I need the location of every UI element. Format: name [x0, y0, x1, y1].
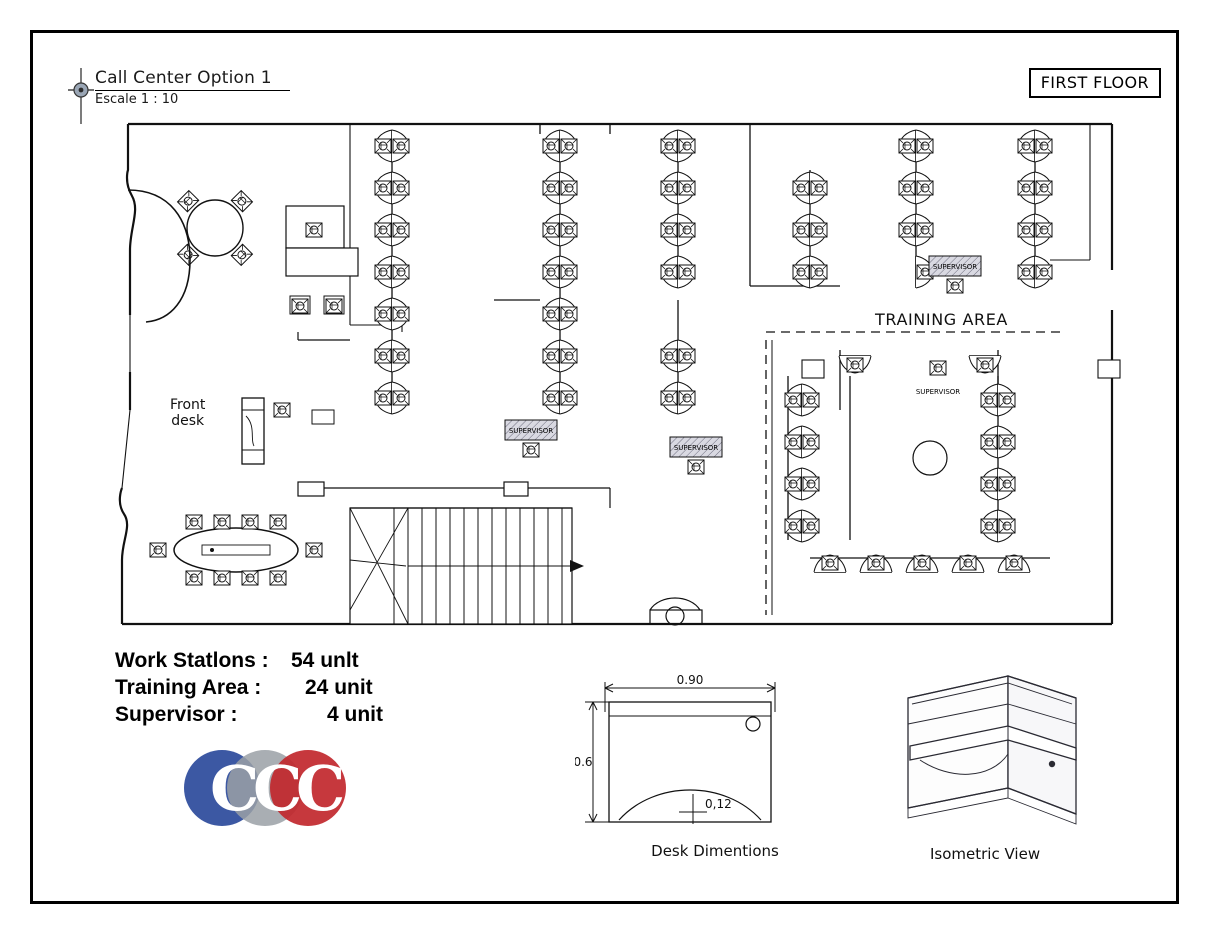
supervisor-station	[916, 361, 960, 396]
supervisor-station	[670, 437, 722, 474]
workstation-cluster-b	[494, 124, 577, 414]
desk-dimensions-caption: Desk Dimentions	[651, 842, 779, 860]
supervisor-label: SUPERVISOR	[508, 427, 554, 435]
desk-width-dimension: 0.90	[676, 673, 704, 687]
stairs-symbol	[298, 482, 610, 624]
floor-plan	[50, 110, 1160, 650]
stat-value: 4 unit	[327, 702, 383, 726]
front-desk-label: Front desk	[170, 397, 206, 430]
floor-tag: FIRST FLOOR	[1029, 68, 1161, 98]
workstation-cluster-d	[750, 124, 840, 288]
supervisor-label: SUPERVISOR	[915, 388, 961, 396]
supervisor-label: SUPERVISOR	[932, 263, 978, 271]
stat-row	[115, 675, 391, 702]
drawing-title: Call Center Option 1	[95, 68, 272, 88]
stat-value: 24 unit	[305, 675, 373, 699]
title-block	[95, 68, 415, 107]
supervisor-station	[929, 256, 981, 293]
workstation-cluster-c	[610, 124, 695, 414]
stat-label: Supervisor :	[115, 702, 238, 726]
isometric-drawing	[880, 668, 1100, 848]
front-desk-symbol	[242, 398, 334, 464]
drawing-scale: Escale 1 : 10	[95, 92, 179, 107]
training-area	[766, 332, 1120, 615]
meeting-table-symbol	[150, 515, 322, 585]
workstation-cluster-f	[1018, 130, 1052, 288]
title-divider	[95, 90, 290, 91]
supervisor-label: SUPERVISOR	[673, 444, 719, 452]
logo-letter: C	[253, 752, 303, 825]
stat-label: Training Area :	[115, 675, 262, 699]
workstation-cluster-e	[899, 130, 933, 288]
isometric-caption: Isometric View	[930, 845, 1041, 863]
company-logo	[170, 742, 360, 842]
stat-row	[115, 648, 391, 675]
summary-stats	[115, 648, 391, 729]
logo-letter: C	[296, 752, 346, 825]
stat-label: Work Statlons :	[115, 649, 269, 672]
workstation-cluster-a	[375, 130, 409, 414]
training-area-label: TRAINING AREA	[875, 310, 1008, 329]
desk-cut-dimension: 0,12	[705, 797, 732, 811]
stat-value: 54 unlt	[291, 649, 359, 672]
supervisor-station	[505, 420, 557, 457]
logo-letter: C	[210, 752, 260, 825]
stat-row	[115, 702, 391, 729]
desk-depth-dimension: 0.6	[575, 755, 593, 769]
